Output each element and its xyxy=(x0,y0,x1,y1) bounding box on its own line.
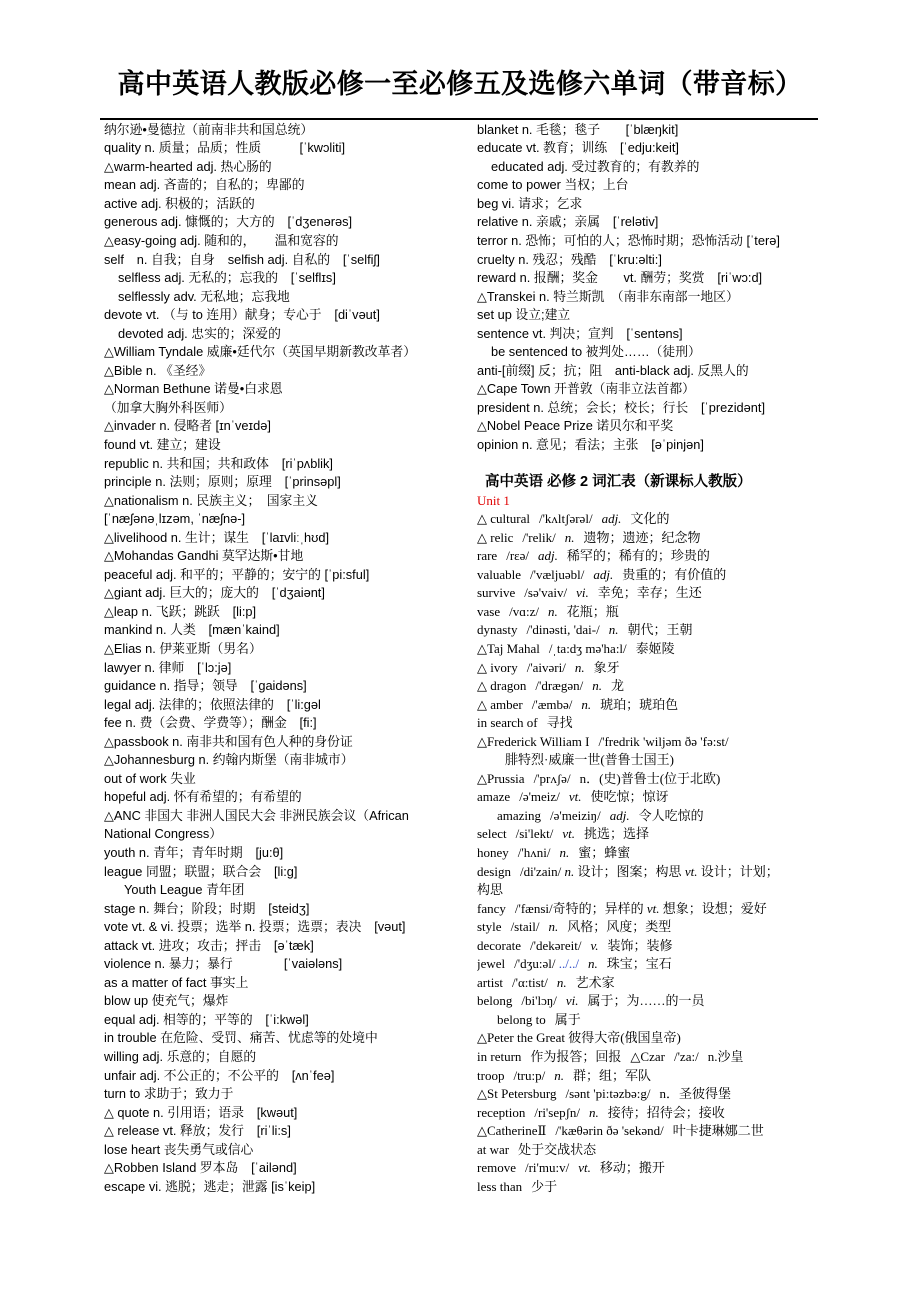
vocab-entry: anti-[前缀] 反；抗；阻 anti-black adj. 反黑人的 xyxy=(477,362,749,378)
vocab-entry xyxy=(477,529,820,548)
vocab-entry: △Mohandas Gandhi 莫罕达斯•甘地 xyxy=(104,548,304,564)
vocab-entry xyxy=(477,1067,820,1086)
vocab-entry: sentence vt. 判决；宣判 [ˈsentəns] xyxy=(477,325,683,341)
vocab-entry: △ quote n. 引用语；语录 [kwəut] xyxy=(104,1104,298,1120)
vocab-entry: fee n. 费（会费、学费等）；酬金 [fi:] xyxy=(104,715,317,731)
entry-pos: v. xyxy=(590,937,599,953)
vocab-entry: youth n. 青年；青年时期 [ju:θ] xyxy=(104,845,284,861)
entry-meaning: 构思 xyxy=(477,882,504,898)
entry-word: △Peter the Great xyxy=(477,1030,565,1046)
vocab-entry xyxy=(477,974,820,993)
entry-word: vase xyxy=(477,603,501,619)
vocab-entry xyxy=(477,714,820,733)
vocab-entry: president n. 总统；会长；校长；行长 [ˈprezidənt] xyxy=(477,399,766,415)
vocab-entry xyxy=(477,510,820,529)
entry-meaning-2: n.沙皇 xyxy=(707,1049,744,1065)
vocab-entry: attack vt. 进攻；攻击；抨击 [əˈtæk] xyxy=(104,937,314,953)
entry-phonetic: /'fænsi/ xyxy=(514,900,553,916)
entry-meaning: 群；组；军队 xyxy=(572,1067,651,1083)
entry-pos: n. xyxy=(564,529,575,545)
vocab-entry: hopeful adj. 怀有希望的；有希望的 xyxy=(104,789,302,805)
entry-pos: vt. xyxy=(562,826,575,842)
vocab-entry xyxy=(477,1122,820,1141)
section-heading: 高中英语 必修 2 词汇表（新课标人教版） xyxy=(485,474,752,491)
vocab-entry: terror n. 恐怖；可怕的人；恐怖时期；恐怖活动 [ˈterə] xyxy=(477,232,780,248)
vocab-entry: △giant adj. 巨大的；庞大的 [ˈdʒaiənt] xyxy=(104,585,325,601)
entry-meaning-2: 想象；设想；爱好 xyxy=(662,900,767,916)
entry-meaning: 挑选；选择 xyxy=(583,826,649,842)
entry-pos: n. xyxy=(587,956,598,972)
entry-pos: vt. xyxy=(568,789,582,805)
entry-phonetic: /'prʌʃə/ xyxy=(533,770,571,786)
vocab-entry: guidance n. 指导；领导 [ˈgaidəns] xyxy=(104,678,307,694)
entry-word-2: △Czar xyxy=(630,1049,665,1065)
entry-pos: n. xyxy=(559,845,570,861)
entry-meaning: 蜜；蜂蜜 xyxy=(578,845,631,861)
entry-word: at war xyxy=(477,1141,510,1157)
entry-meaning: 朝代；王朝 xyxy=(627,622,693,638)
right-column xyxy=(477,121,820,1197)
vocab-entry xyxy=(477,603,820,622)
vocab-entry: △passbook n. 南非共和国有色人种的身份证 xyxy=(104,733,353,749)
entry-meaning: 接待；招待会；接收 xyxy=(607,1104,725,1120)
entry-phonetic: /sənt 'pi:təzbə:g/ xyxy=(565,1086,651,1102)
entry-pos: n. xyxy=(548,919,559,935)
entry-word: troop xyxy=(477,1067,505,1083)
vocab-entry: [ˈnæʃənəˌlɪzəm, ˈnæʃnə-] xyxy=(104,511,246,527)
vocab-entry: lose heart 丧失勇气或信心 xyxy=(104,1141,254,1157)
vocab-entry: reward n. 报酬；奖金 vt. 酬劳；奖赏 [riˈwɔ:d] xyxy=(477,270,763,286)
vocab-entry xyxy=(477,677,820,696)
entry-word: △Prussia xyxy=(477,770,525,786)
entry-pos: adj. xyxy=(593,566,614,582)
vocab-entry xyxy=(477,584,820,603)
entry-phonetic: /stail/ xyxy=(510,919,540,935)
entry-word: △ cultural xyxy=(477,511,530,527)
entry-word: less than xyxy=(477,1178,523,1194)
vocab-entry: peaceful adj. 和平的；平静的；安宁的 [ˈpi:sful] xyxy=(104,566,370,582)
vocab-entry: △ANC 非国大 非洲人国民大会 非洲民族会议（African xyxy=(104,807,409,823)
entry-meaning: 寻找 xyxy=(546,715,573,731)
vocab-entry: self n. 自我；自身 selfish adj. 自私的 [ˈselfiʃ] xyxy=(104,251,380,267)
vocab-entry: △ release vt. 释放；发行 [riˈli:s] xyxy=(104,1123,291,1139)
vocab-entry: active adj. 积极的；活跃的 xyxy=(104,195,255,211)
entry-word: artist xyxy=(477,974,503,990)
vocab-entry: vote vt. & vi. 投票；选举 n. 投票；选票；表决 [vəut] xyxy=(104,919,406,935)
vocab-entry: mean adj. 吝啬的；自私的；卑鄙的 xyxy=(104,177,305,193)
vocab-entry: turn to 求助于；致力于 xyxy=(104,1086,234,1102)
entry-word: amazing xyxy=(497,807,542,823)
entry-meaning: 移动；搬开 xyxy=(599,1160,665,1176)
entry-pos: n. xyxy=(589,1104,599,1120)
vocab-entry: as a matter of fact 事实上 xyxy=(104,974,249,990)
entry-phonetic: /'hʌni/ xyxy=(517,845,551,861)
vocab-entry xyxy=(477,863,820,882)
entry-pos: adj. xyxy=(601,511,622,527)
entry-word: reception xyxy=(477,1104,526,1120)
vocab-entry: cruelty n. 残忍；残酷 [ˈkru:əlti:] xyxy=(477,251,662,267)
vocab-entry: △Bible n. 《圣经》 xyxy=(104,362,212,378)
vocab-entry: be sentenced to 被判处……（徒刑） xyxy=(491,344,701,360)
entry-pos: n. xyxy=(581,696,592,712)
entry-meaning: 风格；风度；类型 xyxy=(567,919,672,935)
vocab-entry xyxy=(477,788,820,807)
vocab-entry: republic n. 共和国；共和政体 [riˈpʌblik] xyxy=(104,455,333,471)
vocab-entry: set up 设立;建立 xyxy=(477,307,571,323)
entry-word: in return xyxy=(477,1049,522,1065)
entry-phonetic: /'væljuəbl/ xyxy=(530,566,585,582)
entry-meaning: 龙 xyxy=(610,678,624,694)
entry-word: △CatherineⅡ xyxy=(477,1123,547,1139)
vocab-entry: league 同盟；联盟；联合会 [li:g] xyxy=(104,863,298,879)
entry-phonetic: /'α:tist/ xyxy=(512,974,548,990)
entry-word: fancy xyxy=(477,900,506,916)
entry-meaning: 彼得大帝(俄国皇帝) xyxy=(568,1030,681,1046)
vocab-entry: 纳尔逊•曼德拉（前南非共和国总统） xyxy=(104,121,314,137)
entry-word: in search of xyxy=(477,715,538,731)
vocab-entry: beg vi. 请求；乞求 xyxy=(477,195,583,211)
entry-meaning: n．(史)普鲁士(位于北欧) xyxy=(579,770,721,786)
entry-phonetic: /ə'meiziŋ/ xyxy=(550,807,601,823)
vocab-entry xyxy=(477,1029,820,1048)
vocab-entry xyxy=(477,640,820,659)
entry-pos: adj. xyxy=(609,807,630,823)
entry-phonetic: /bi'lɔŋ/ xyxy=(521,993,557,1009)
entry-meaning: 文化的 xyxy=(630,511,670,527)
entry-phonetic: /'kæθərin ðə 'sekənd/ xyxy=(555,1123,664,1139)
vocab-entry xyxy=(477,937,820,956)
entry-phonetic: /'aivəri/ xyxy=(526,659,566,675)
vocab-entry: △Johannesburg n. 约翰内斯堡（南非城市） xyxy=(104,752,354,768)
entry-phonetic-2: /'za:/ xyxy=(673,1049,699,1065)
entry-word: △St Petersburg xyxy=(477,1086,557,1102)
entry-pos-2: vt. xyxy=(684,863,698,879)
vocab-entry: △Robben Island 罗本岛 [ˈailənd] xyxy=(104,1160,297,1176)
vocab-entry: △nationalism n. 民族主义； 国家主义 xyxy=(104,492,318,508)
vocab-entry: equal adj. 相等的；平等的 [ˈi:kwəl] xyxy=(104,1011,309,1027)
vocab-entry xyxy=(477,807,820,826)
entry-meaning: 设计；图案；构思 xyxy=(577,863,682,879)
vocab-entry xyxy=(477,881,820,900)
vocab-entry: △Norman Bethune 诺曼•白求恩 xyxy=(104,381,283,397)
vocab-entry: legal adj. 法律的；依照法律的 [ˈli:gəl xyxy=(104,696,321,712)
vocab-entry: unfair adj. 不公正的；不公平的 [ʌnˈfeə] xyxy=(104,1067,335,1083)
vocab-entry xyxy=(477,1085,820,1104)
vocab-entry: found vt. 建立；建设 xyxy=(104,436,221,452)
vocab-entry xyxy=(477,1159,820,1178)
vocab-entry xyxy=(477,696,820,715)
entry-word: △Frederick William I xyxy=(477,733,590,749)
vocab-entry: devote vt. （与 to 连用）献身；专心于 [diˈvəut] xyxy=(104,307,380,323)
vocab-entry: come to power 当权；上台 xyxy=(477,177,629,193)
vocab-entry xyxy=(477,992,820,1011)
entry-word: △Taj Mahal xyxy=(477,641,540,656)
entry-word: survive xyxy=(477,585,516,601)
vocab-entry: △easy-going adj. 随和的， 温和宽容的 xyxy=(104,232,339,248)
vocab-entry: in trouble 在危险、受罚、痛苦、忧虑等的处境中 xyxy=(104,1030,378,1046)
vocab-entry: National Congress） xyxy=(104,826,223,842)
entry-word: decorate xyxy=(477,937,522,953)
vocab-entry xyxy=(477,751,820,770)
vocab-entry: △warm-hearted adj. 热心肠的 xyxy=(104,158,272,174)
vocab-entry: principle n. 法则；原则；原理 [ˈprinsəpl] xyxy=(104,474,341,490)
entry-meaning: 奇特的；异样的 xyxy=(552,900,644,916)
entry-phonetic: /'dekəreit/ xyxy=(530,937,582,953)
entry-pos: vt. xyxy=(578,1160,591,1176)
entry-pos: vi. xyxy=(576,585,589,601)
title-divider xyxy=(100,118,818,120)
vocab-entry: Youth League 青年团 xyxy=(124,882,245,898)
vocab-entry: blanket n. 毛毯；毯子 [ˈblæŋkit] xyxy=(477,121,679,137)
blank-line xyxy=(477,455,820,474)
entry-pos: n. xyxy=(592,678,602,694)
entry-meaning: 琥珀；琥珀色 xyxy=(600,696,679,712)
entry-word: jewel xyxy=(477,956,506,972)
entry-meaning: 装饰；装修 xyxy=(607,937,673,953)
entry-phonetic: /'kʌltʃərəl/ xyxy=(538,511,593,527)
vocab-entry: △William Tyndale 威廉•廷代尔（英国早期新教改革者） xyxy=(104,344,416,360)
vocab-entry xyxy=(477,770,820,789)
entry-phonetic: /ˌta:dʒ mə'ha:l/ xyxy=(548,641,627,656)
vocab-entry: out of work 失业 xyxy=(104,770,196,786)
entry-meaning: 艺术家 xyxy=(575,974,615,990)
entry-word: remove xyxy=(477,1160,516,1176)
entry-link[interactable]: ../../ xyxy=(558,956,579,972)
vocab-entry xyxy=(477,1048,820,1067)
vocab-entry: quality n. 质量；品质；性质 [ˈkwɔliti] xyxy=(104,140,346,156)
vocab-entry xyxy=(477,844,820,863)
vocab-entry: devoted adj. 忠实的；深爱的 xyxy=(118,325,281,341)
entry-word: belong to xyxy=(497,1011,546,1027)
vocab-entry: selfless adj. 无私的；忘我的 [ˈselflɪs] xyxy=(118,270,336,286)
entry-meaning: 处于交战状态 xyxy=(518,1141,597,1157)
entry-pos-2: vt. xyxy=(646,900,660,916)
vocab-entry: △Nobel Peace Prize 诺贝尔和平奖 xyxy=(477,418,674,434)
vocab-entry xyxy=(477,733,820,752)
vocab-entry: violence n. 暴力；暴行 [ˈvaiələns] xyxy=(104,956,343,972)
entry-phonetic: /sə'vaiv/ xyxy=(524,585,568,601)
entry-word: style xyxy=(477,919,502,935)
entry-meaning: 令人吃惊的 xyxy=(638,807,704,823)
entry-pos: n. xyxy=(608,622,619,638)
vocab-entry xyxy=(477,1104,820,1123)
entry-word: △ ivory xyxy=(477,659,518,675)
entry-pos: n. xyxy=(564,863,575,879)
entry-phonetic: /di'zain/ xyxy=(519,863,562,879)
entry-word: △ dragon xyxy=(477,678,527,694)
entry-word: amaze xyxy=(477,789,511,805)
entry-meaning: 遗物；遗迹；纪念物 xyxy=(583,529,701,545)
entry-pos: n. xyxy=(554,1067,564,1083)
entry-word: honey xyxy=(477,845,509,861)
entry-meaning: 少于 xyxy=(531,1178,558,1194)
entry-word: △ amber xyxy=(477,696,523,712)
entry-meaning: 稀罕的；稀有的；珍贵的 xyxy=(566,548,710,564)
vocab-entry xyxy=(477,900,820,919)
entry-pos: vi. xyxy=(565,993,579,1009)
entry-meaning: 腓特烈·威廉一世(普鲁士国王) xyxy=(505,752,674,768)
entry-phonetic: /ə'meiz/ xyxy=(519,789,560,805)
entry-meaning: 属于；为……的一员 xyxy=(587,993,705,1009)
entry-word: select xyxy=(477,826,507,842)
entry-phonetic: /'drægən/ xyxy=(535,678,584,694)
vocab-entry: △Cape Town 开普敦（南非立法首都） xyxy=(477,381,695,397)
entry-meaning: 珠宝；宝石 xyxy=(606,956,672,972)
vocab-entry: selflessly adv. 无私地；忘我地 xyxy=(118,288,290,304)
left-column xyxy=(104,121,470,1197)
entry-meaning: n．圣彼得堡 xyxy=(659,1086,731,1102)
entry-meaning-2: 设计；计划； xyxy=(700,863,779,879)
entry-pos: n. xyxy=(556,974,567,990)
vocab-entry: △invader n. 侵略者 [ɪnˈveɪdə] xyxy=(104,418,271,434)
entry-word: rare xyxy=(477,548,498,564)
vocab-entry: willing adj. 乐意的；自愿的 xyxy=(104,1049,257,1065)
vocab-entry: mankind n. 人类 [mænˈkaind] xyxy=(104,622,280,638)
vocab-entry xyxy=(477,1141,820,1160)
entry-phonetic: /tru:p/ xyxy=(513,1067,546,1083)
vocab-entry xyxy=(477,621,820,640)
entry-meaning: 作为报答；回报 xyxy=(530,1049,622,1065)
vocab-entry xyxy=(477,566,820,585)
vocab-entry xyxy=(477,825,820,844)
entry-phonetic: /rεə/ xyxy=(506,548,529,564)
vocab-entry: educate vt. 教育；训练 [ˈedju:keit] xyxy=(477,140,679,156)
entry-word: valuable xyxy=(477,566,522,582)
entry-pos: n. xyxy=(574,659,585,675)
vocab-entry: stage n. 舞台；阶段；时期 [steidʒ] xyxy=(104,900,310,916)
entry-phonetic: /vɑ:z/ xyxy=(509,603,540,619)
vocab-entry: generous adj. 慷慨的；大方的 [ˈdʒenərəs] xyxy=(104,214,353,230)
entry-phonetic: /'fredrik 'wiljəm ðə 'fə:st/ xyxy=(598,733,729,749)
entry-meaning: 使吃惊；惊讶 xyxy=(590,789,669,805)
entry-phonetic: /ri'mu:v/ xyxy=(524,1160,570,1176)
vocab-entry: educated adj. 受过教育的；有教养的 xyxy=(491,158,700,174)
entry-word: design xyxy=(477,863,511,879)
unit-label: Unit 1 xyxy=(477,492,510,508)
vocab-entry xyxy=(477,1011,820,1030)
vocab-entry: △Transkei n. 特兰斯凯 （南非东南部一地区） xyxy=(477,288,739,304)
vocab-entry: （加拿大胸外科医师） xyxy=(104,399,232,415)
entry-word: △ relic xyxy=(477,529,514,545)
vocab-entry xyxy=(477,547,820,566)
entry-meaning: 幸免；幸存；生还 xyxy=(597,585,702,601)
entry-phonetic: /'relik/ xyxy=(522,529,556,545)
vocab-entry xyxy=(477,1178,820,1197)
entry-phonetic: /'dinəsti, 'dai-/ xyxy=(526,622,600,638)
entry-phonetic: /ri'sepʃn/ xyxy=(534,1104,581,1120)
vocab-entry xyxy=(477,918,820,937)
vocab-entry xyxy=(477,659,820,678)
vocab-entry xyxy=(477,955,820,974)
vocab-entry: △livelihood n. 生计；谋生 [ˈlaɪvliːˌhʊd] xyxy=(104,529,330,545)
entry-phonetic: /si'lekt/ xyxy=(515,826,554,842)
vocab-entry: escape vi. 逃脱；逃走；泄露 [isˈkeip] xyxy=(104,1178,316,1194)
entry-meaning: 象牙 xyxy=(593,659,620,675)
vocab-entry: blow up 使充气；爆炸 xyxy=(104,993,229,1009)
entry-meaning: 属于 xyxy=(554,1011,581,1027)
entry-meaning: 花瓶；瓶 xyxy=(566,603,619,619)
vocab-entry: lawyer n. 律师 [ˈlɔ:jə] xyxy=(104,659,232,675)
entry-pos: n. xyxy=(548,603,558,619)
vocab-entry: △leap n. 飞跃；跳跃 [li:p] xyxy=(104,603,257,619)
entry-meaning: 泰姬陵 xyxy=(635,641,675,656)
entry-word: dynasty xyxy=(477,622,518,638)
vocab-entry: opinion n. 意见；看法；主张 [əˈpinjən] xyxy=(477,436,704,452)
page-title: 高中英语人教版必修一至必修五及选修六单词（带音标） xyxy=(117,69,803,99)
entry-meaning: 叶卡捷琳娜二世 xyxy=(672,1123,764,1139)
entry-word: belong xyxy=(477,993,513,1009)
entry-pos: adj. xyxy=(538,548,558,564)
vocab-entry: △Elias n. 伊莱亚斯（男名） xyxy=(104,641,262,656)
vocab-entry: relative n. 亲戚；亲属 [ˈrelətiv] xyxy=(477,214,659,230)
entry-meaning: 贵重的；有价值的 xyxy=(622,566,727,582)
entry-phonetic: /'dʒu:əl/ xyxy=(514,956,556,972)
entry-phonetic: /'æmbə/ xyxy=(531,696,573,712)
